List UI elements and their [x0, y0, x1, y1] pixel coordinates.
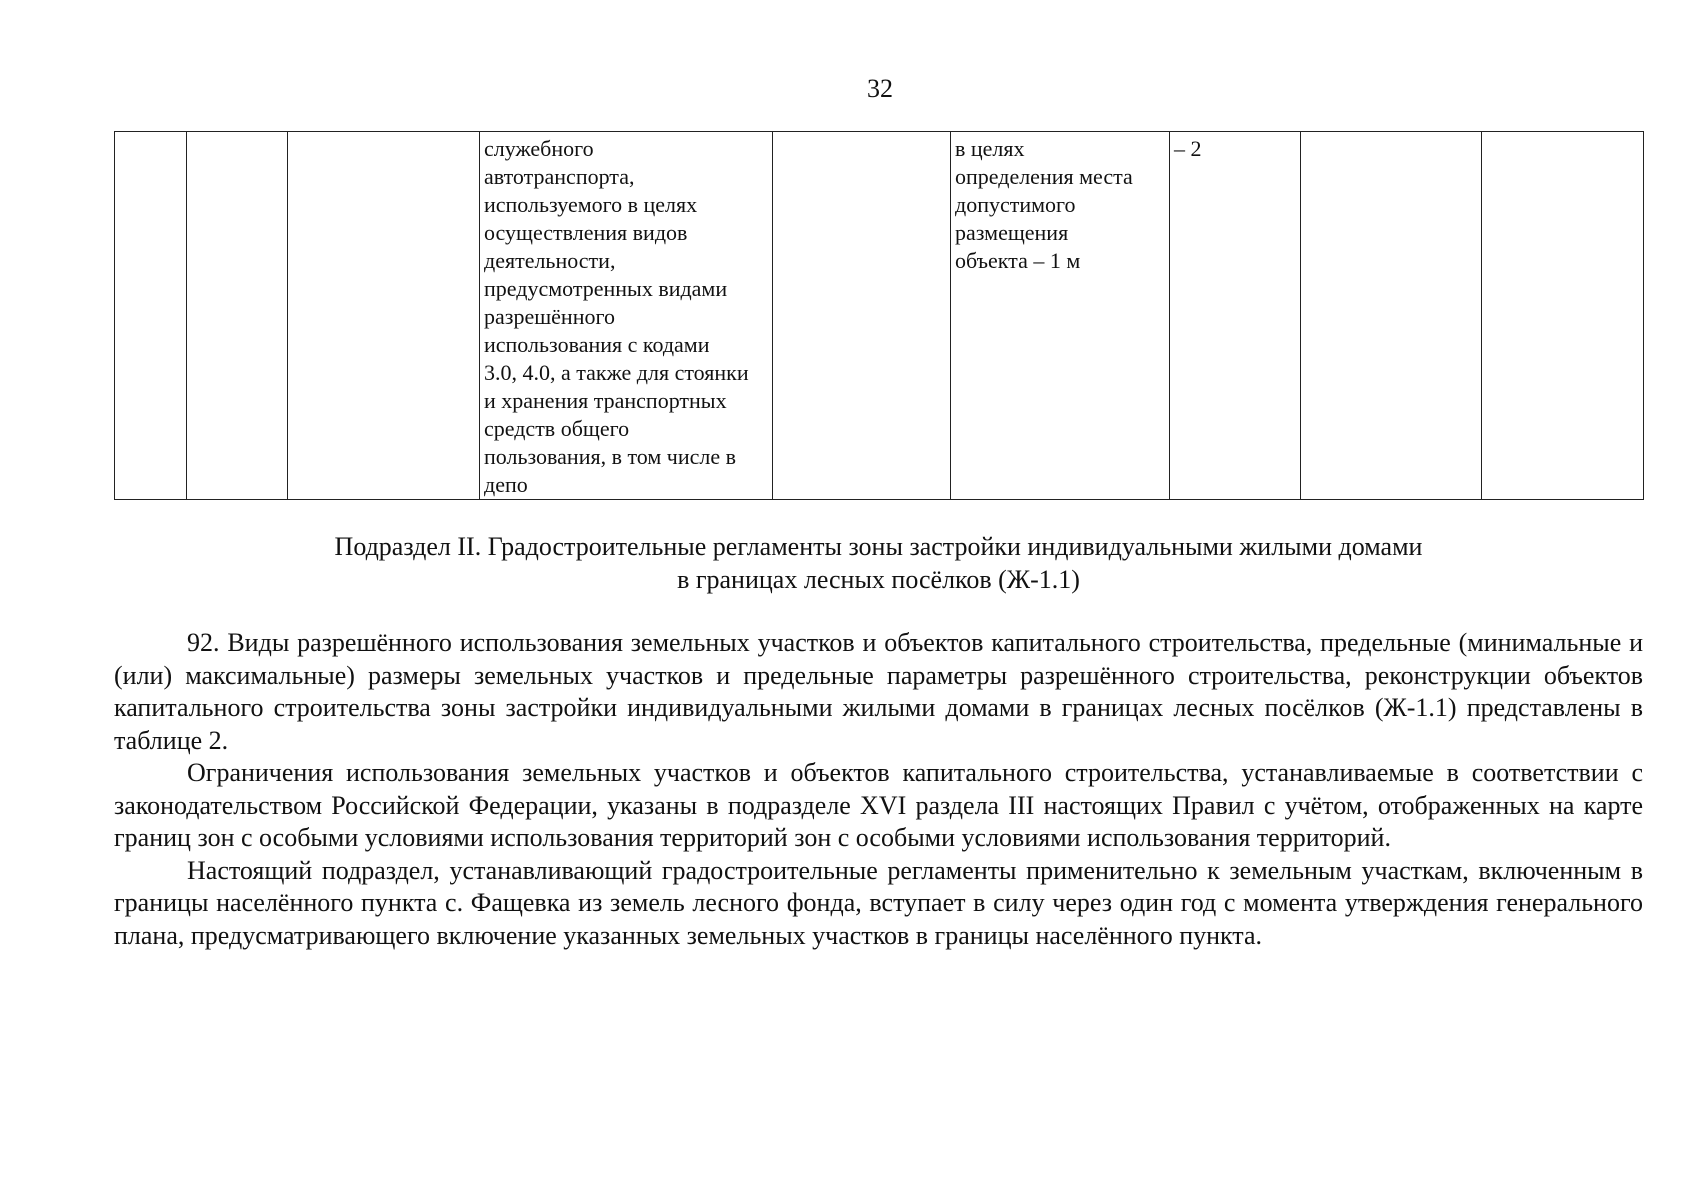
- section-heading: [114, 530, 1643, 596]
- page-number: 32: [867, 74, 893, 103]
- table-cell: [773, 132, 951, 500]
- paragraph-92: 92. Виды разрешённого использования земельных участков и объектов капитального строительства, предельные (минимальные и (или) максимальные) размеры земельных участков и предельные параметры разрешённого строительства, реконструкции объектов капитального строительства зоны застройки индивидуальными жилыми домами в границах лесных посёлков (Ж-1.1) представлены в таблице 2.: [114, 628, 1643, 755]
- paragraph-restrictions: Ограничения использования земельных участков и объектов капитального строительства, устанавливаемые в соответствии с законодательством Российской Федерации, указаны в подразделе XVI раздела III настоящих Правил с учётом, отображенных на карте границ зон с особыми условиями использования территорий зон с особыми условиями использования территорий.: [114, 758, 1643, 852]
- table-cell: [1301, 132, 1482, 500]
- body-text: [114, 627, 1643, 952]
- section-heading-line-1: Подраздел II. Градостроительные регламенты зоны застройки индивидуальными жилыми домами: [334, 532, 1423, 561]
- paragraph-effective-date: Настоящий подраздел, устанавливающий градостроительные регламенты применительно к земельным участкам, включенным в границы населённого пункта с. Фащевка из земель лесного фонда, вступает в силу через один год с момента утверждения генерального плана, предусматривающего включение указанных земельных участков в границы населённого пункта.: [114, 855, 1643, 950]
- table-cell: [115, 132, 187, 500]
- table-cell-setback: в целях определения места допустимого размещения объекта – 1 м: [951, 132, 1170, 500]
- table-cell: [1482, 132, 1644, 500]
- table-cell-floors: – 2: [1170, 132, 1301, 500]
- regulations-table: [114, 131, 1644, 500]
- table-row: [115, 132, 1644, 500]
- section-heading-line-2: в границах лесных посёлков (Ж-1.1): [677, 565, 1080, 594]
- table-cell-permitted-use: служебного автотранспорта, используемого в целях осуществления видов деятельности, предусмотренных видами разрешённого использования с кодами 3.0, 4.0, а также для стоянки и хранения транспортных средств общего пользования, в том числе в депо: [480, 132, 773, 500]
- table-cell: [288, 132, 480, 500]
- table-cell: [187, 132, 288, 500]
